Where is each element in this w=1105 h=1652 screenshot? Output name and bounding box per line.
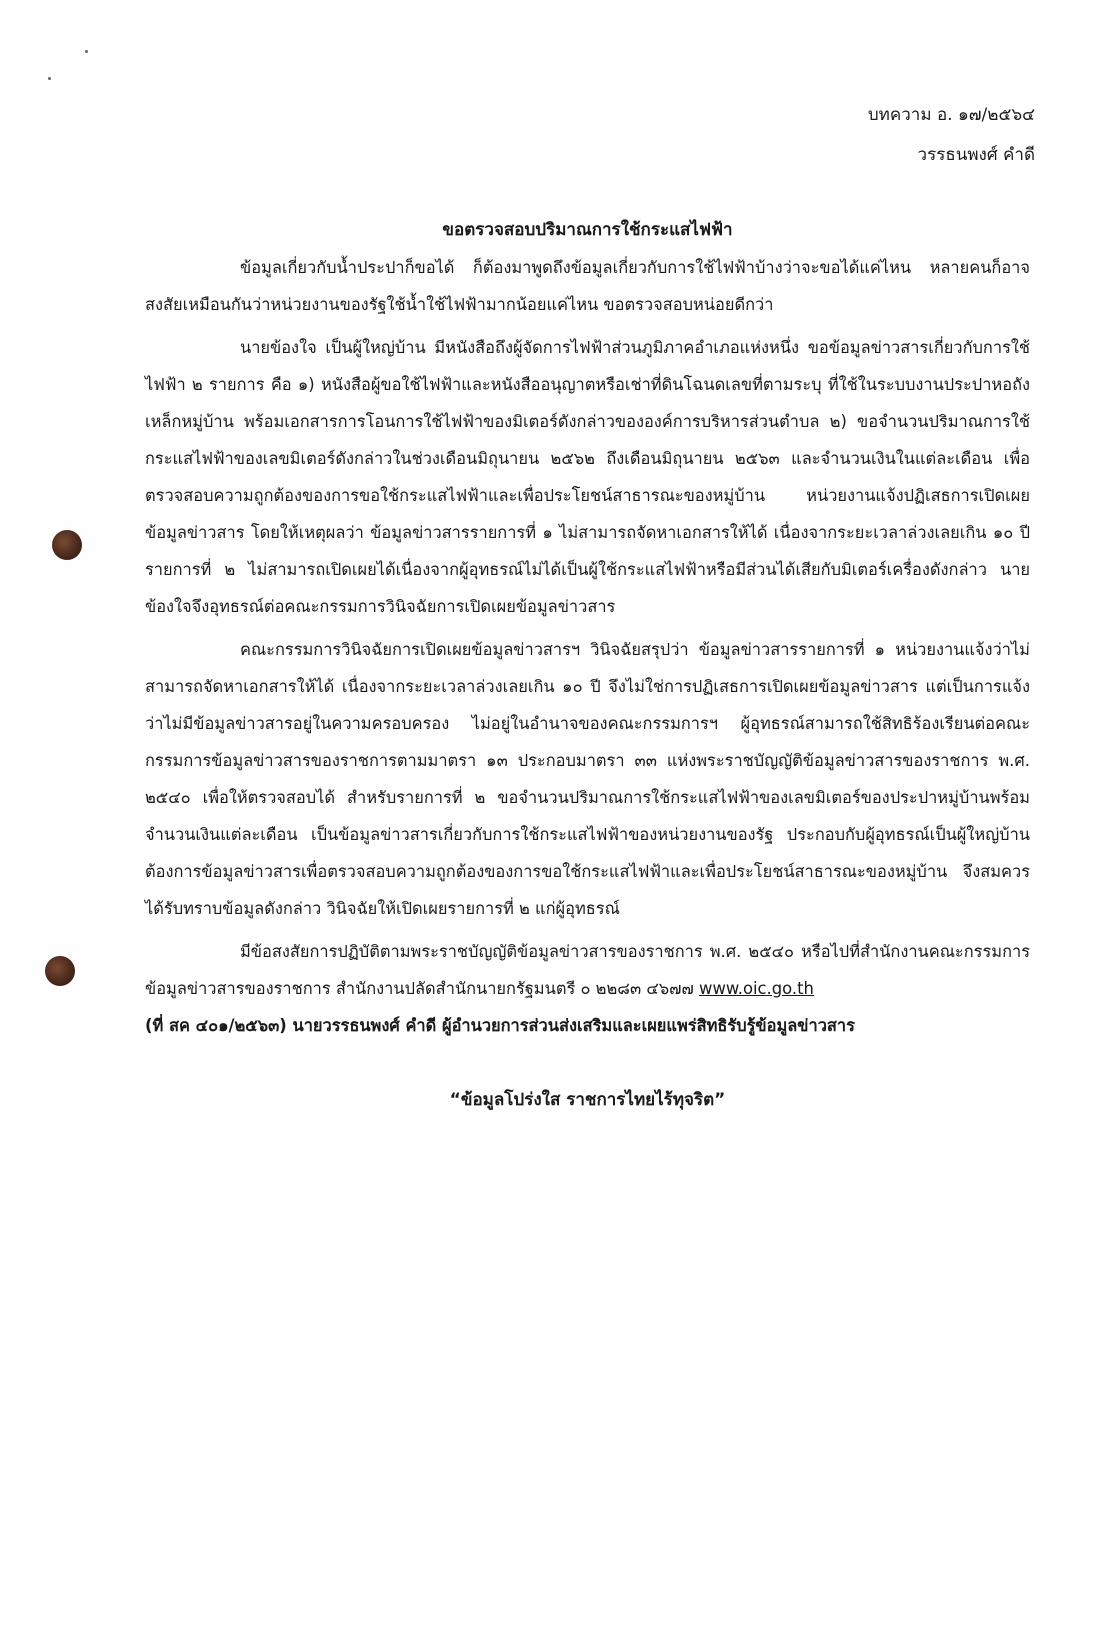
article-title: ขอตรวจสอบปริมาณการใช้กระแสไฟฟ้า [442, 220, 733, 240]
website-link[interactable]: www.oic.go.th [699, 979, 814, 998]
paragraph-case: นายข้องใจ เป็นผู้ใหญ่บ้าน มีหนังสือถึงผู้จัดการไฟฟ้าส่วนภูมิภาคอำเภอแห่งหนึ่ง ขอข้อมูลข่าวสารเกี่ยวกับการใช้ไฟฟ้า ๒ รายการ คือ ๑) หนังสือผู้ขอใช้ไฟฟ้าและหนังสืออนุญาตหรือเช่าที่ดินโฉนดเลขที่ตามระบุ ที่ใช้ในระบบงานประปาหอถังเหล็กหมู่บ้าน พร้อมเอกสารการโอนการใช้ไฟฟ้าของมิเตอร์ดังกล่าวขององค์การบริหารส่วนตำบล ๒) ขอจำนวนปริมาณการใช้กระแสไฟฟ้าของเลขมิเตอร์ดังกล่าวในช่วงเดือนมิถุนายน ๒๕๖๒ ถึงเดือนมิถุนายน ๒๕๖๓ และจำนวนเงินในแต่ละเดือน เพื่อตรวจสอบความถูกต้องของการขอใช้กระแสไฟฟ้าและเพื่อประโยชน์สาธารณะของหมู่บ้าน หน่วยงานแจ้งปฏิเสธการเปิดเผยข้อมูลข่าวสาร โดยให้เหตุผลว่า ข้อมูลข่าวสารรายการที่ ๑ ไม่สามารถจัดหาเอกสารให้ได้ เนื่องจากระยะเวลาล่วงเลยเกิน ๑๐ ปี รายการที่ ๒ ไม่สามารถเปิดเผยได้เนื่องจากผู้อุทธรณ์ไม่ได้เป็นผู้ใช้กระแสไฟฟ้าหรือมีส่วนได้เสียกับมิเตอร์เครื่องดังกล่าว นายข้องใจจึงอุทธรณ์ต่อคณะกรรมการวินิจฉัยการเปิดเผยข้อมูลข่าวสาร [145, 338, 1030, 616]
paper-speck [48, 77, 51, 80]
contact-text: มีข้อสงสัยการปฏิบัติตามพระราชบัญญัติข้อมูลข่าวสารของราชการ พ.ศ. ๒๕๔๐ หรือไปที่สำนักงานคณะกรรมการข้อมูลข่าวสารของราชการ สำนักงานปลัดสำนักนายกรัฐมนตรี ๐ ๒๒๘๓ ๔๖๗๗ [145, 942, 1030, 998]
author-name: วรรธนพงศ์ คำดี [917, 145, 1035, 165]
article-number: บทความ อ. ๑๗/๒๕๖๔ [867, 105, 1035, 125]
punch-hole-top [52, 530, 82, 560]
paragraph-intro: ข้อมูลเกี่ยวกับน้ำประปาก็ขอได้ ก็ต้องมาพูดถึงข้อมูลเกี่ยวกับการใช้ไฟฟ้าบ้างว่าจะขอได้แค่ไหน หลายคนก็อาจสงสัยเหมือนกันว่าหน่วยงานของรัฐใช้น้ำใช้ไฟฟ้ามากน้อยแค่ไหน ขอตรวจสอบหน่อยดีกว่า [145, 258, 1030, 314]
slogan: “ข้อมูลโปร่งใส ราชการไทยไร้ทุจริต” [449, 1090, 726, 1110]
punch-hole-bottom [45, 956, 75, 986]
document-body [145, 212, 1030, 1119]
reference-line: (ที่ สค ๔๐๑/๒๕๖๓) นายวรรธนพงศ์ คำดี ผู้อำนวยการส่วนส่งเสริมและเผยแพร่สิทธิรับรู้ข้อมูลข่าวสาร [145, 1016, 855, 1035]
paragraph-contact [145, 933, 1030, 1007]
paragraph-decision: คณะกรรมการวินิจฉัยการเปิดเผยข้อมูลข่าวสารฯ วินิจฉัยสรุปว่า ข้อมูลข่าวสารรายการที่ ๑ หน่วยงานแจ้งว่าไม่สามารถจัดหาเอกสารให้ได้ เนื่องจากระยะเวลาล่วงเลยเกิน ๑๐ ปี จึงไม่ใช่การปฏิเสธการเปิดเผยข้อมูลข่าวสาร แต่เป็นการแจ้งว่าไม่มีข้อมูลข่าวสารอยู่ในความครอบครอง ไม่อยู่ในอำนาจของคณะกรรมการฯ ผู้อุทธรณ์สามารถใช้สิทธิร้องเรียนต่อคณะกรรมการข้อมูลข่าวสารของราชการตามมาตรา ๑๓ ประกอบมาตรา ๓๓ แห่งพระราชบัญญัติข้อมูลข่าวสารของราชการ พ.ศ. ๒๕๔๐ เพื่อให้ตรวจสอบได้ สำหรับรายการที่ ๒ ขอจำนวนปริมาณการใช้กระแสไฟฟ้าของเลขมิเตอร์ของประปาหมู่บ้านพร้อมจำนวนเงินแต่ละเดือน เป็นข้อมูลข่าวสารเกี่ยวกับการใช้กระแสไฟฟ้าของหน่วยงานของรัฐ ประกอบกับผู้อุทธรณ์เป็นผู้ใหญ่บ้านต้องการข้อมูลข่าวสารเพื่อตรวจสอบความถูกต้องของการขอใช้กระแสไฟฟ้าและเพื่อประโยชน์สาธารณะของหมู่บ้าน จึงสมควรได้รับทราบข้อมูลดังกล่าว วินิจฉัยให้เปิดเผยรายการที่ ๒ แก่ผู้อุทธรณ์ [145, 640, 1030, 918]
paper-speck [85, 50, 88, 53]
document-header [868, 95, 1035, 175]
